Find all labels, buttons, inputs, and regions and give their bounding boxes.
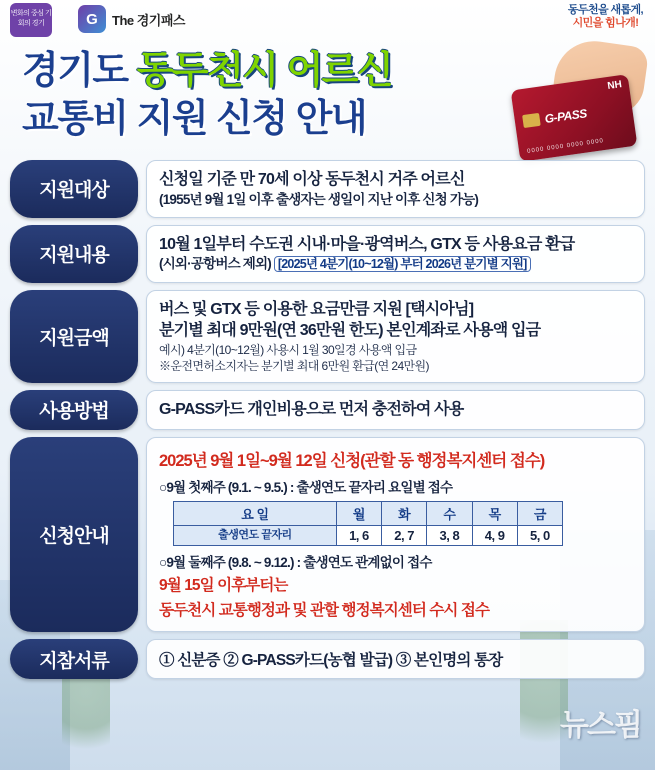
watermark: 뉴스핌: [560, 709, 641, 742]
documents-text: ① 신분증 ② G-PASS카드(농협 발급) ③ 본인명의 통장: [159, 652, 503, 670]
table-cell-mon: 1, 6: [336, 525, 381, 545]
gpass-card: [511, 74, 638, 162]
support-detail-sub-text: (시외·공항버스 제외): [159, 256, 271, 272]
usage-main-text: G-PASS카드 개인비용으로 먼저 충전하여 사용: [159, 401, 464, 419]
birth-year-schedule-table: [173, 501, 563, 546]
row-usage: [10, 390, 645, 430]
header-bar: [0, 0, 655, 40]
table-cell-tue: 2, 7: [382, 525, 427, 545]
row-label-support-detail: 지원내용: [10, 225, 138, 283]
amount-note-2: ※운전면허소지자는 분기별 최대 6만원 환급(연 24만원): [159, 359, 429, 373]
title-line-2: 교통비 지원 신청 안내: [22, 97, 367, 140]
application-week1-line: ○9월 첫째주 (9.1. ~ 9.5.) : 출생연도 끝자리 요일별 접수: [159, 479, 453, 495]
row-documents: [10, 639, 645, 679]
row-target: [10, 160, 645, 218]
table-row-label: 출생연도 끝자리: [174, 525, 337, 545]
table-cell-thu: 4, 9: [472, 525, 517, 545]
row-content-documents: [146, 639, 645, 679]
table-header-wed: 수: [427, 501, 472, 525]
row-label-application-guide: 신청안내: [10, 437, 138, 632]
table-header-daylabel: 요 일: [174, 501, 337, 525]
table-cell-wed: 3, 8: [427, 525, 472, 545]
row-label-usage: 사용방법: [10, 390, 138, 430]
amount-note-1: 예시) 4분기(10~12월) 사용시 1월 30일경 사용액 입금: [159, 342, 417, 357]
row-content-usage: [146, 390, 645, 430]
slogan-line-2: 시민을 힘나개!: [572, 17, 639, 29]
table-header-tue: 화: [382, 501, 427, 525]
table-row: [174, 501, 563, 525]
table-row: [174, 525, 563, 545]
card-bank-logo: NH: [606, 79, 623, 92]
info-rows: [0, 160, 655, 679]
gpass-card-illustration: [515, 60, 645, 155]
row-content-application-guide: [146, 437, 645, 632]
application-week2-line: ○9월 둘째주 (9.8. ~ 9.12.) : 출생연도 관계없이 접수: [159, 554, 432, 570]
city-slogan: [568, 4, 643, 30]
poster-title: [0, 40, 655, 160]
card-number: 0000 0000 0000 0000: [526, 138, 605, 155]
row-label-amount: 지원금액: [10, 290, 138, 384]
row-support-detail: [10, 225, 645, 283]
table-header-thu: 목: [472, 501, 517, 525]
support-detail-sub-line: [159, 255, 632, 273]
table-header-fri: 금: [517, 501, 562, 525]
slogan-line-1: 동두천을 새롭게,: [567, 4, 643, 16]
row-application-guide: [10, 437, 645, 632]
table-header-mon: 월: [336, 501, 381, 525]
row-label-target: 지원대상: [10, 160, 138, 218]
table-cell-fri: 5, 0: [517, 525, 562, 545]
card-chip-icon: [522, 113, 541, 128]
gpass-mark-icon: G: [78, 5, 106, 33]
target-sub-text: (1955년 9월 1일 이후 출생자는 생일이 지난 이후 신청 가능): [159, 191, 479, 207]
application-after-date-line-2: 동두천시 교통행정과 및 관할 행정복지센터 수시 접수: [159, 601, 490, 619]
row-label-documents: 지참서류: [10, 639, 138, 679]
amount-main-text: 버스 및 GTX 등 이용한 요금만큼 지원 [택시아님]: [159, 300, 474, 318]
card-brand-text: G-PASS: [543, 106, 588, 126]
row-amount: [10, 290, 645, 384]
target-main-text: 신청일 기준 만 70세 이상 동두천시 거주 어르신: [159, 171, 465, 188]
row-content-amount: [146, 290, 645, 384]
gpass-brand-logo: [78, 5, 185, 33]
gyeonggi-logo: 변화의 중심 기회의 경기: [10, 3, 52, 37]
gpass-brand-text: The 경기패스: [112, 12, 185, 28]
amount-main-text-2: 분기별 최대 9만원(연 36만원 한도) 본인계좌로 사용액 입금: [159, 322, 541, 340]
application-period-title: 2025년 9월 1일~9월 12일 신청(관할 동 행정복지센터 접수): [159, 451, 545, 470]
support-detail-boxed-note: [2025년 4분기(10~12월) 부터 2026년 분기별 지원]: [274, 256, 531, 272]
row-content-support-detail: [146, 225, 645, 283]
title-part-city: 동두천시 어르신: [136, 50, 393, 92]
application-after-date-line-1: 9월 15일 이후부터는: [159, 576, 288, 594]
title-part-region: 경기도: [22, 50, 137, 92]
support-detail-main-text: 10월 1일부터 수도권 시내·마을·광역버스, GTX 등 사용요금 환급: [159, 235, 575, 253]
row-content-target: [146, 160, 645, 218]
